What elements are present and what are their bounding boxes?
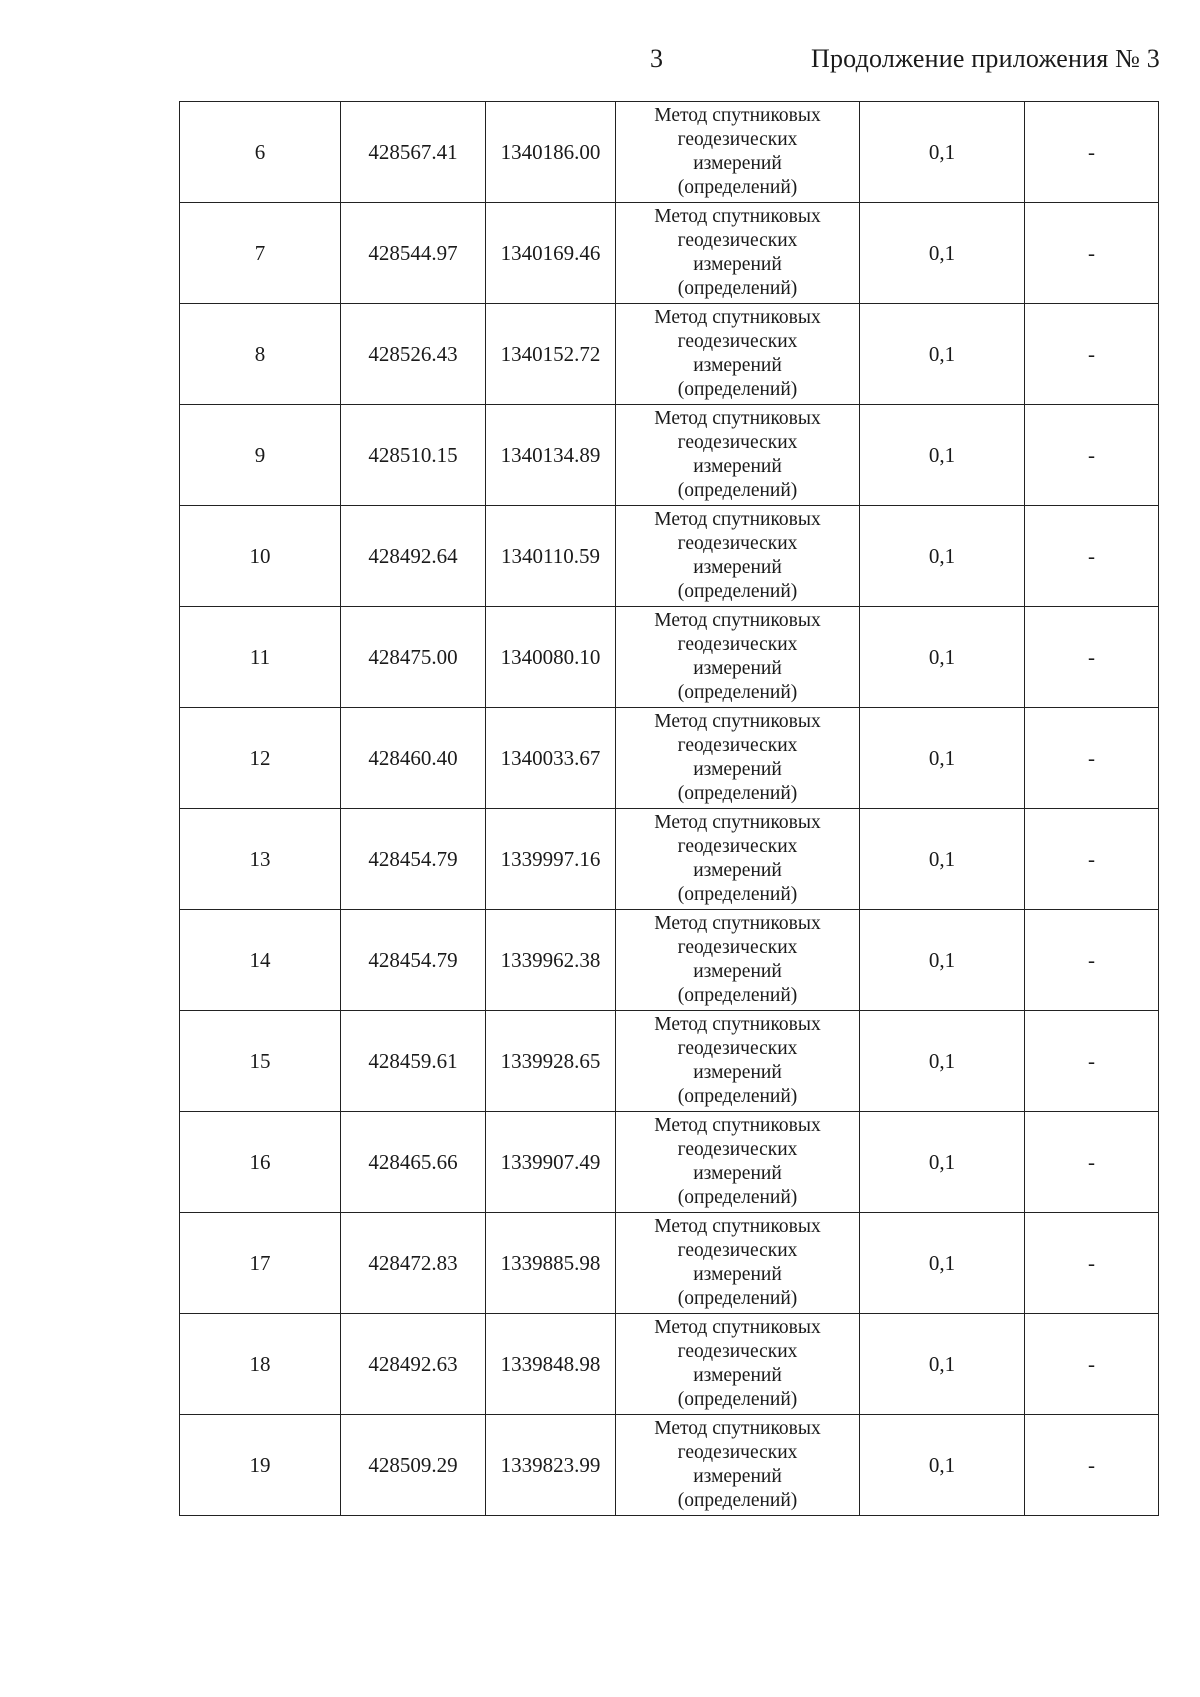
point-number-cell: 6 bbox=[180, 102, 341, 203]
method-line: измерений bbox=[693, 1264, 782, 1285]
y-coordinate-cell: 1340134.89 bbox=[486, 405, 616, 506]
method-cell bbox=[616, 607, 860, 708]
y-coordinate-cell: 1340152.72 bbox=[486, 304, 616, 405]
x-coordinate-cell: 428526.43 bbox=[341, 304, 486, 405]
note-cell: - bbox=[1025, 910, 1159, 1011]
accuracy-cell: 0,1 bbox=[860, 1415, 1025, 1516]
table-row bbox=[180, 203, 1159, 304]
y-coordinate-cell: 1340033.67 bbox=[486, 708, 616, 809]
x-coordinate-cell: 428509.29 bbox=[341, 1415, 486, 1516]
note-cell: - bbox=[1025, 405, 1159, 506]
method-cell bbox=[616, 1011, 860, 1112]
method-cell bbox=[616, 304, 860, 405]
method-line: измерений bbox=[693, 860, 782, 881]
method-line: (определений) bbox=[677, 884, 798, 905]
y-coordinate-cell: 1339823.99 bbox=[486, 1415, 616, 1516]
table-row bbox=[180, 910, 1159, 1011]
method-line: Метод спутниковых bbox=[654, 610, 821, 631]
method-line: Метод спутниковых bbox=[654, 711, 821, 732]
note-cell: - bbox=[1025, 102, 1159, 203]
accuracy-cell: 0,1 bbox=[860, 1213, 1025, 1314]
point-number-cell: 7 bbox=[180, 203, 341, 304]
method-line: геодезических bbox=[677, 432, 798, 453]
accuracy-cell: 0,1 bbox=[860, 304, 1025, 405]
table-row bbox=[180, 809, 1159, 910]
method-line: (определений) bbox=[677, 783, 798, 804]
note-cell: - bbox=[1025, 1314, 1159, 1415]
method-line: Метод спутниковых bbox=[654, 206, 821, 227]
method-line: (определений) bbox=[677, 278, 798, 299]
table-row bbox=[180, 607, 1159, 708]
method-line: (определений) bbox=[677, 177, 798, 198]
method-line: геодезических bbox=[677, 230, 798, 251]
x-coordinate-cell: 428460.40 bbox=[341, 708, 486, 809]
method-line: геодезических bbox=[677, 937, 798, 958]
method-line: Метод спутниковых bbox=[654, 1014, 821, 1035]
method-line: (определений) bbox=[677, 1490, 798, 1511]
method-line: Метод спутниковых bbox=[654, 509, 821, 530]
method-line: Метод спутниковых bbox=[654, 1216, 821, 1237]
table-row bbox=[180, 405, 1159, 506]
note-cell: - bbox=[1025, 607, 1159, 708]
page-header bbox=[0, 44, 1200, 84]
point-number-cell: 18 bbox=[180, 1314, 341, 1415]
method-line: измерений bbox=[693, 961, 782, 982]
note-cell: - bbox=[1025, 1011, 1159, 1112]
method-cell bbox=[616, 1112, 860, 1213]
table-row bbox=[180, 1011, 1159, 1112]
y-coordinate-cell: 1340169.46 bbox=[486, 203, 616, 304]
point-number-cell: 12 bbox=[180, 708, 341, 809]
method-line: геодезических bbox=[677, 634, 798, 655]
accuracy-cell: 0,1 bbox=[860, 203, 1025, 304]
x-coordinate-cell: 428454.79 bbox=[341, 910, 486, 1011]
method-line: (определений) bbox=[677, 1187, 798, 1208]
point-number-cell: 11 bbox=[180, 607, 341, 708]
note-cell: - bbox=[1025, 1112, 1159, 1213]
x-coordinate-cell: 428544.97 bbox=[341, 203, 486, 304]
y-coordinate-cell: 1340110.59 bbox=[486, 506, 616, 607]
x-coordinate-cell: 428459.61 bbox=[341, 1011, 486, 1112]
note-cell: - bbox=[1025, 708, 1159, 809]
point-number-cell: 13 bbox=[180, 809, 341, 910]
method-line: Метод спутниковых bbox=[654, 1115, 821, 1136]
method-cell bbox=[616, 809, 860, 910]
point-number-cell: 15 bbox=[180, 1011, 341, 1112]
note-cell: - bbox=[1025, 1213, 1159, 1314]
method-line: измерений bbox=[693, 1365, 782, 1386]
method-cell bbox=[616, 910, 860, 1011]
method-line: (определений) bbox=[677, 581, 798, 602]
method-line: геодезических bbox=[677, 1240, 798, 1261]
table-row bbox=[180, 1213, 1159, 1314]
table-row bbox=[180, 1415, 1159, 1516]
page-number: 3 bbox=[650, 44, 663, 73]
method-line: геодезических bbox=[677, 1139, 798, 1160]
y-coordinate-cell: 1339907.49 bbox=[486, 1112, 616, 1213]
method-line: Метод спутниковых bbox=[654, 307, 821, 328]
method-line: геодезических bbox=[677, 735, 798, 756]
method-line: геодезических bbox=[677, 1341, 798, 1362]
note-cell: - bbox=[1025, 809, 1159, 910]
y-coordinate-cell: 1340080.10 bbox=[486, 607, 616, 708]
x-coordinate-cell: 428454.79 bbox=[341, 809, 486, 910]
method-line: Метод спутниковых bbox=[654, 408, 821, 429]
accuracy-cell: 0,1 bbox=[860, 506, 1025, 607]
method-line: (определений) bbox=[677, 682, 798, 703]
accuracy-cell: 0,1 bbox=[860, 102, 1025, 203]
y-coordinate-cell: 1339962.38 bbox=[486, 910, 616, 1011]
method-line: измерений bbox=[693, 1163, 782, 1184]
note-cell: - bbox=[1025, 203, 1159, 304]
method-line: измерений bbox=[693, 153, 782, 174]
method-cell bbox=[616, 1415, 860, 1516]
accuracy-cell: 0,1 bbox=[860, 405, 1025, 506]
x-coordinate-cell: 428510.15 bbox=[341, 405, 486, 506]
x-coordinate-cell: 428465.66 bbox=[341, 1112, 486, 1213]
method-line: геодезических bbox=[677, 1038, 798, 1059]
method-line: измерений bbox=[693, 759, 782, 780]
method-cell bbox=[616, 1314, 860, 1415]
y-coordinate-cell: 1339928.65 bbox=[486, 1011, 616, 1112]
point-number-cell: 19 bbox=[180, 1415, 341, 1516]
note-cell: - bbox=[1025, 304, 1159, 405]
method-line: Метод спутниковых bbox=[654, 1418, 821, 1439]
method-cell bbox=[616, 405, 860, 506]
accuracy-cell: 0,1 bbox=[860, 708, 1025, 809]
method-line: (определений) bbox=[677, 985, 798, 1006]
method-line: Метод спутниковых bbox=[654, 812, 821, 833]
method-line: (определений) bbox=[677, 1288, 798, 1309]
y-coordinate-cell: 1340186.00 bbox=[486, 102, 616, 203]
method-line: Метод спутниковых bbox=[654, 913, 821, 934]
point-number-cell: 16 bbox=[180, 1112, 341, 1213]
method-line: измерений bbox=[693, 557, 782, 578]
method-line: геодезических bbox=[677, 1442, 798, 1463]
method-cell bbox=[616, 708, 860, 809]
accuracy-cell: 0,1 bbox=[860, 809, 1025, 910]
coordinates-table bbox=[179, 101, 1159, 1516]
method-line: геодезических bbox=[677, 533, 798, 554]
method-line: геодезических bbox=[677, 331, 798, 352]
accuracy-cell: 0,1 bbox=[860, 1011, 1025, 1112]
table-row bbox=[180, 708, 1159, 809]
x-coordinate-cell: 428475.00 bbox=[341, 607, 486, 708]
x-coordinate-cell: 428567.41 bbox=[341, 102, 486, 203]
point-number-cell: 14 bbox=[180, 910, 341, 1011]
method-line: (определений) bbox=[677, 1389, 798, 1410]
accuracy-cell: 0,1 bbox=[860, 1112, 1025, 1213]
method-line: измерений bbox=[693, 1062, 782, 1083]
point-number-cell: 10 bbox=[180, 506, 341, 607]
coordinates-table-body bbox=[180, 102, 1159, 1516]
method-line: измерений bbox=[693, 355, 782, 376]
method-line: измерений bbox=[693, 254, 782, 275]
method-line: геодезических bbox=[677, 836, 798, 857]
table-row bbox=[180, 1314, 1159, 1415]
appendix-caption: Продолжение приложения № 3 bbox=[810, 44, 1160, 73]
note-cell: - bbox=[1025, 506, 1159, 607]
method-cell bbox=[616, 1213, 860, 1314]
x-coordinate-cell: 428492.63 bbox=[341, 1314, 486, 1415]
method-line: (определений) bbox=[677, 1086, 798, 1107]
table-row bbox=[180, 1112, 1159, 1213]
point-number-cell: 9 bbox=[180, 405, 341, 506]
method-line: геодезических bbox=[677, 129, 798, 150]
y-coordinate-cell: 1339848.98 bbox=[486, 1314, 616, 1415]
table-row bbox=[180, 304, 1159, 405]
x-coordinate-cell: 428472.83 bbox=[341, 1213, 486, 1314]
method-line: измерений bbox=[693, 1466, 782, 1487]
y-coordinate-cell: 1339885.98 bbox=[486, 1213, 616, 1314]
accuracy-cell: 0,1 bbox=[860, 607, 1025, 708]
method-line: измерений bbox=[693, 456, 782, 477]
method-cell bbox=[616, 203, 860, 304]
method-cell bbox=[616, 506, 860, 607]
method-cell bbox=[616, 102, 860, 203]
method-line: Метод спутниковых bbox=[654, 1317, 821, 1338]
table-row bbox=[180, 102, 1159, 203]
accuracy-cell: 0,1 bbox=[860, 1314, 1025, 1415]
method-line: измерений bbox=[693, 658, 782, 679]
note-cell: - bbox=[1025, 1415, 1159, 1516]
x-coordinate-cell: 428492.64 bbox=[341, 506, 486, 607]
method-line: Метод спутниковых bbox=[654, 105, 821, 126]
point-number-cell: 17 bbox=[180, 1213, 341, 1314]
method-line: (определений) bbox=[677, 480, 798, 501]
point-number-cell: 8 bbox=[180, 304, 341, 405]
accuracy-cell: 0,1 bbox=[860, 910, 1025, 1011]
method-line: (определений) bbox=[677, 379, 798, 400]
y-coordinate-cell: 1339997.16 bbox=[486, 809, 616, 910]
table-row bbox=[180, 506, 1159, 607]
